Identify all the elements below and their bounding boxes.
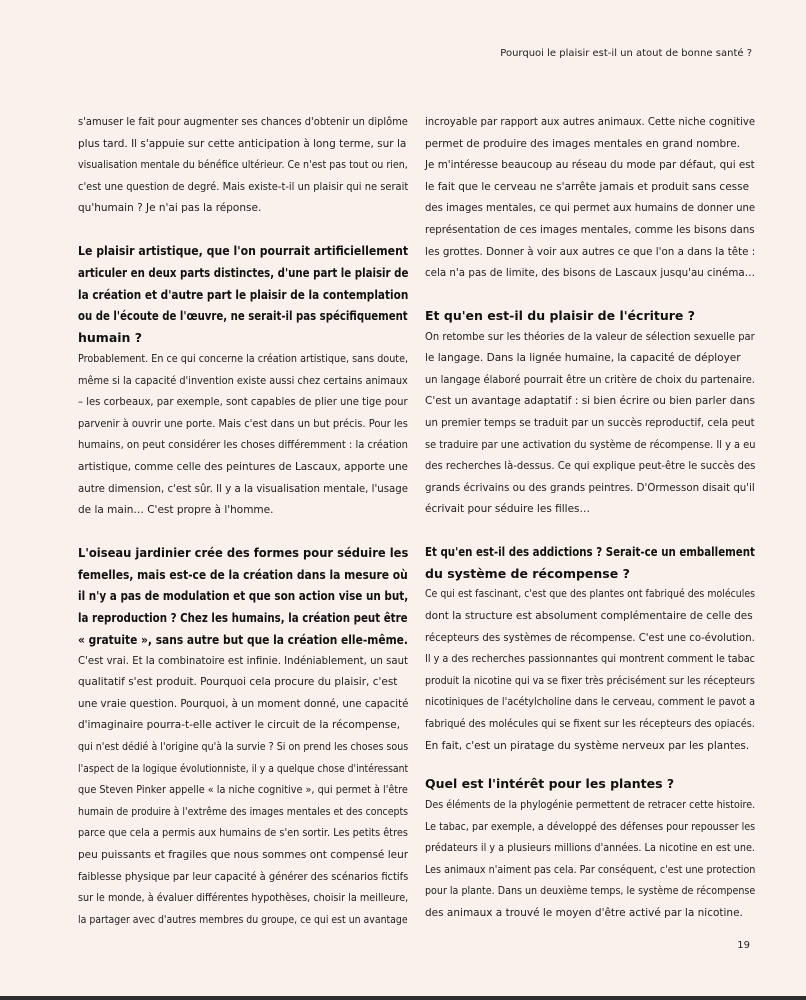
text-line: le langage. Dans la lignée humaine, la capacité de déployer — [425, 352, 741, 365]
running-header: Pourquoi le plaisir est-il un atout de bonne santé ? — [500, 48, 752, 59]
text-line: de la main… C'est propre à l'homme. — [78, 504, 274, 517]
right-column — [425, 112, 755, 925]
text-line: artistique, comme celle des peintures de Lascaux, apporte une — [78, 460, 408, 473]
text-line: nicotiniques de l'acétylcholine dans le cerveau, comment le pavot a — [425, 696, 756, 709]
text-line: un langage élaboré pourrait être un critère de choix du partenaire. — [425, 373, 755, 386]
paragraph — [78, 349, 408, 522]
text-line: qui n'est dédié à l'origine qu'à la survie ? Si on prend les choses sous — [78, 741, 409, 754]
text-line: humains, on peut considérer les choses différemment : la création — [78, 439, 408, 452]
text-line: écrivait pour séduire les filles… — [425, 503, 591, 516]
text-line: – les corbeaux, par exemple, sont capables de plier une tige pour — [78, 396, 408, 409]
text-line: le fait que le cerveau ne s'arrête jamais et produit sans cesse — [425, 180, 750, 193]
text-line: Je m'intéresse beaucoup au réseau du mode par défaut, qui est — [425, 159, 755, 172]
text-line: humain ? — [78, 330, 143, 346]
text-line: Et qu'en est-il du plaisir de l'écriture ? — [425, 307, 696, 323]
text-line: un premier temps se traduit par un succès reproductif, cela peut — [425, 416, 755, 429]
text-line: dont la structure est absolument complémentaire de celle des — [425, 610, 753, 623]
text-line: peu puissants et fragiles que nous sommes ont compensé leur — [78, 849, 409, 862]
text-line: On retombe sur les théories de la valeur de sélection sexuelle par — [425, 330, 755, 343]
text-line: Quel est l'intérêt pour les plantes ? — [425, 776, 675, 792]
text-line: « gratuite », sans autre but que la création elle-même. — [78, 631, 408, 647]
interview-question — [78, 542, 408, 651]
paragraph — [425, 584, 755, 757]
text-line: autre dimension, c'est sûr. Il y a la visualisation mentale, l'usage — [78, 482, 409, 495]
text-line: permet de produire des images mentales en grand nombre. — [425, 137, 741, 150]
text-line: prédateurs il y a plusieurs millions d'années. La nicotine en est une. — [425, 842, 756, 855]
interview-question — [425, 541, 755, 585]
text-line: d'imaginaire pourra-t-elle activer le circuit de la récompense, — [78, 719, 401, 732]
text-line: qualitatif s'est produit. Pourquoi cela procure du plaisir, c'est — [78, 676, 398, 689]
text-line: la création et d'autre part le plaisir de la contemplation — [78, 286, 409, 302]
text-line: Des éléments de la phylogénie permettent de retracer cette histoire. — [425, 799, 756, 812]
text-line: incroyable par rapport aux autres animaux. Cette niche cognitive — [425, 116, 756, 128]
text-line: cela n'a pas de limite, des bisons de Lascaux jusqu'au cinéma… — [425, 267, 755, 280]
text-line: se traduire par une activation du système de récompense. Il y a eu — [425, 438, 756, 451]
text-line: C'est un avantage adaptatif : si bien écrire ou bien parler dans — [425, 395, 755, 408]
text-line: même si la capacité d'invention existe aussi chez certains animaux — [78, 374, 408, 387]
text-line: plus tard. Il s'appuie sur cette anticipation à long terme, sur la — [78, 137, 407, 150]
text-line: la partager avec d'autres membres du groupe, ce qui est un avantage — [78, 913, 408, 926]
text-line: qu'humain ? Je n'ai pas la réponse. — [78, 202, 262, 215]
text-line: Le tabac, par exemple, a développé des défenses pour repousser les — [425, 820, 756, 833]
text-line: visualisation mentale du bénéfice ultérieur. Ce n'est pas tout ou rien, — [78, 159, 408, 172]
text-line: pour la plante. Dans un deuxième temps, le système de récompense — [425, 885, 756, 898]
text-line: Les animaux n'aiment pas cela. Par conséquent, c'est une protection — [425, 863, 756, 876]
text-line: fabriqué des molécules qui se fixent sur les récepteurs des opiacés. — [425, 718, 755, 731]
text-line: il n'y a pas de modulation et que son action vise un but, — [78, 588, 409, 604]
text-line: une vraie question. Pourquoi, à un moment donné, une capacité — [78, 697, 409, 710]
text-line: c'est une question de degré. Mais existe-t-il un plaisir qui ne serait — [78, 180, 409, 193]
text-line: s'amuser le fait pour augmenter ses chances d'obtenir un diplôme — [78, 116, 408, 128]
text-line: des recherches là-dessus. Ce qui explique peut-être le succès des — [425, 460, 756, 473]
text-line: femelles, mais est-ce de la création dans la mesure où — [78, 566, 408, 582]
interview-question — [425, 305, 755, 327]
text-line: sur le monde, à évaluer différentes hypothèses, choisir la meilleure, — [78, 892, 409, 905]
text-line: articuler en deux parts distinctes, d'une part le plaisir de — [78, 264, 409, 280]
text-line: L'oiseau jardinier crée des formes pour séduire les — [78, 544, 409, 560]
text-line: Le plaisir artistique, que l'on pourrait artificiellement — [78, 242, 409, 258]
interview-question — [78, 240, 408, 349]
page-number: 19 — [737, 940, 750, 951]
paragraph — [78, 651, 408, 932]
text-line: Probablement. En ce qui concerne la création artistique, sans doute, — [78, 352, 409, 365]
paragraph — [425, 112, 755, 285]
text-line: grands écrivains ou des grands peintres. D'Ormesson disait qu'il — [425, 481, 755, 494]
text-line: Il y a des recherches passionnantes qui montrent comment le tabac — [425, 653, 756, 666]
text-line: Ce qui est fascinant, c'est que des plantes ont fabriqué des molécules — [425, 588, 755, 601]
interview-question — [425, 773, 755, 795]
text-line: des animaux a trouvé le moyen d'être activé par la nicotine. — [425, 907, 743, 919]
text-line: que Steven Pinker appelle « la niche cognitive », qui permet à l'être — [78, 784, 408, 797]
paragraph — [425, 327, 755, 521]
text-line: produit la nicotine qui va se fixer très précisément sur les récepteurs — [425, 674, 755, 687]
bottom-border — [0, 996, 806, 1000]
text-line: l'aspect de la logique évolutionniste, il y a quelque chose d'intéressant — [78, 762, 409, 775]
text-line: ou de l'écoute de l'œuvre, ne serait-il pas spécifiquement — [78, 308, 408, 324]
text-line: la reproduction ? Chez les humains, la création peut être — [78, 610, 408, 626]
left-column — [78, 112, 408, 931]
text-line: des images mentales, ce qui permet aux humains de donner une — [425, 202, 756, 215]
text-line: représentation de ces images mentales, comme les bisons dans — [425, 223, 755, 236]
text-line: du système de récompense ? — [425, 565, 630, 581]
text-line: parvenir à ouvrir une porte. Mais c'est dans un but précis. Pour les — [78, 417, 408, 430]
text-line: humain de produire à l'extrême des images mentales et des concepts — [78, 805, 409, 818]
text-line: C'est vrai. Et la combinatoire est infinie. Indéniablement, un saut — [78, 654, 409, 667]
paragraph — [425, 795, 755, 925]
text-line: récepteurs des systèmes de récompense. C'est une co-évolution. — [425, 631, 755, 644]
text-line: faiblesse physique par leur capacité à générer des scénarios fictifs — [78, 870, 409, 883]
paragraph — [78, 112, 408, 220]
text-line: En fait, c'est un piratage du système nerveux par les plantes. — [425, 739, 750, 752]
text-line: les grottes. Donner à voir aux autres ce que l'on a dans la tête : — [425, 245, 756, 258]
text-line: Et qu'en est-il des addictions ? Serait-ce un emballement — [425, 543, 755, 559]
text-line: parce que cela a permis aux humains de s'en sortir. Les petits êtres — [78, 827, 408, 840]
